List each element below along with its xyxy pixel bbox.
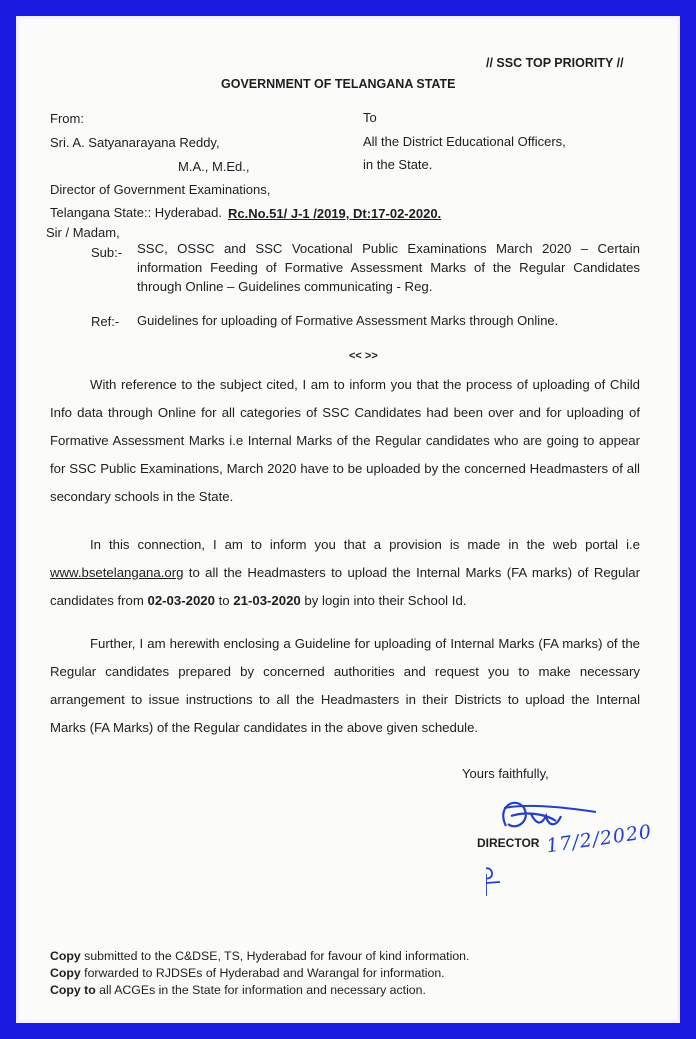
paragraph-2-text: to: [214, 593, 234, 608]
copy-line-2: [50, 964, 445, 982]
copy-line-3: [50, 981, 426, 999]
separator: << >>: [349, 350, 378, 362]
subject-text: SSC, OSSC and SSC Vocational Public Examinations March 2020 – Certain information Feeding of Formative Assessment Marks of the Regular Candidates through Online – Guidelines communicating - Reg.: [137, 241, 640, 294]
start-date: 02-03-2020: [147, 593, 215, 608]
copy-label: Copy: [50, 949, 81, 963]
document-page: [16, 16, 680, 1023]
copy-text: forwarded to RJDSEs of Hyderabad and Warangal for information.: [80, 966, 445, 980]
salutation: Sir / Madam,: [46, 225, 120, 240]
web-portal-link[interactable]: www.bsetelangana.org: [50, 565, 184, 580]
signatory: DIRECTOR: [477, 836, 540, 850]
copy-label: Copy to: [50, 983, 96, 997]
copy-line-1: [50, 947, 469, 965]
paragraph-3: Further, I am herewith enclosing a Guideline for uploading of Internal Marks (FA marks) of the Regular candidates prepared by concerned authorities and request you to make necessary arrangement to issue instructions to all the Headmasters in their Districts to upload the Internal Marks (FA Marks) of the Regular candidates in the above given schedule.: [50, 636, 640, 735]
signature-date: 17/2/2020: [544, 820, 654, 858]
end-date: 21-03-2020: [233, 593, 301, 608]
closing: Yours faithfully,: [462, 766, 549, 781]
sub-label: Sub:-: [91, 245, 123, 260]
priority-label: // SSC TOP PRIORITY //: [486, 56, 624, 70]
document-header: GOVERNMENT OF TELANGANA STATE: [221, 77, 456, 91]
copy-label: Copy: [50, 966, 81, 980]
copy-text: submitted to the C&DSE, TS, Hyderabad for favour of kind information.: [80, 949, 470, 963]
from-place: Telangana State:: Hyderabad.: [50, 205, 223, 220]
paragraph-2: [50, 531, 640, 615]
to-line2: in the State.: [363, 157, 433, 172]
to-line1: All the District Educational Officers,: [363, 134, 566, 149]
copy-text: all ACGEs in the State for information and necessary action.: [95, 983, 426, 997]
from-qualification: M.A., M.Ed.,: [178, 159, 250, 174]
ref-text: Guidelines for uploading of Formative Assessment Marks through Online.: [137, 313, 559, 328]
paragraph-1: With reference to the subject cited, I am to inform you that the process of uploading of Child Info data through Online for all categories of SSC Candidates had been over and for uploading of Formative Assessment Marks i.e Internal Marks of the Regular candidates who are going to appear for SSC Public Examinations, March 2020 have to be uploaded by the concerned Headmasters of all secondary schools in the State.: [50, 377, 640, 504]
from-label: From:: [50, 111, 84, 126]
from-designation: Director of Government Examinations,: [50, 182, 271, 197]
to-label: To: [363, 110, 377, 125]
from-name: Sri. A. Satyanarayana Reddy,: [50, 135, 220, 150]
paragraph-2-text: In this connection, I am to inform you that a provision is made in the web portal i.e: [90, 537, 640, 552]
paragraph-2-text: to all the Headmasters to upload the Internal Marks (FA marks) of Regular candidates from: [50, 565, 640, 608]
reference-number: Rc.No.51/ J-1 /2019, Dt:17-02-2020.: [228, 206, 442, 221]
ref-label: Ref:-: [91, 314, 120, 329]
paragraph-2-text: by login into their School Id.: [300, 593, 467, 608]
